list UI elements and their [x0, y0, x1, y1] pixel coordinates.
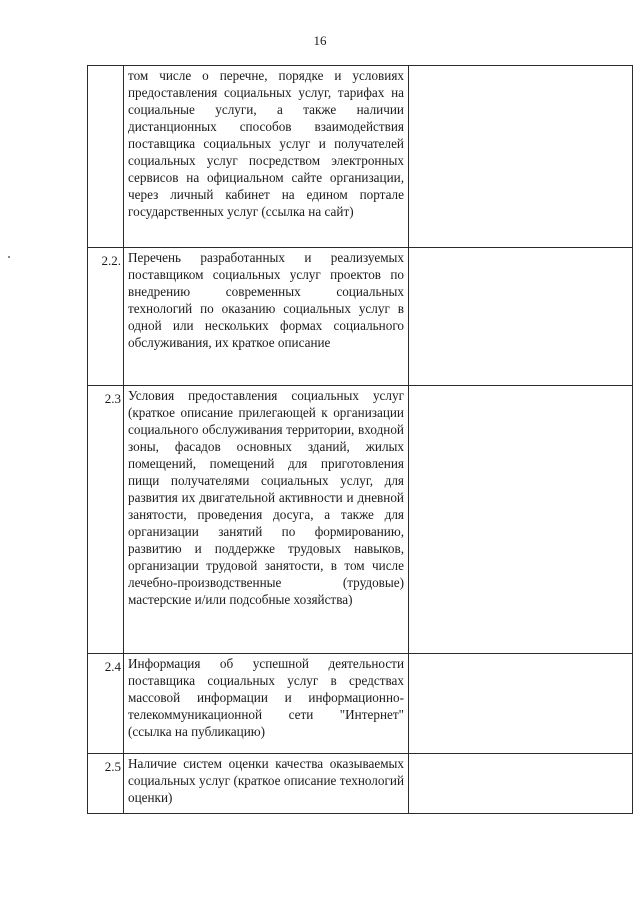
- table-row: [88, 754, 633, 814]
- row-value: [409, 248, 633, 386]
- table-row: [88, 248, 633, 386]
- table-row: [88, 654, 633, 754]
- row-number: 2.5: [88, 754, 124, 814]
- table-row: [88, 386, 633, 654]
- document-table: [87, 65, 633, 814]
- row-description: Наличие систем оценки качества оказываемых социальных услуг (краткое описание технологий оценки): [124, 754, 409, 814]
- row-number: 2.3: [88, 386, 124, 654]
- row-number: [88, 66, 124, 248]
- row-value: [409, 66, 633, 248]
- scan-mark: [8, 256, 10, 258]
- row-number: 2.2.: [88, 248, 124, 386]
- row-description: Информация об успешной деятельности поставщика социальных услуг в средствах массовой информации и информационно-телекоммуникационной сети "Интернет" (ссылка на публикацию): [124, 654, 409, 754]
- table-row: [88, 66, 633, 248]
- row-number: 2.4: [88, 654, 124, 754]
- row-value: [409, 386, 633, 654]
- row-description: том числе о перечне, порядке и условиях предоставления социальных услуг, тарифах на социальные услуги, а также наличии дистанционных способов взаимодействия поставщика социальных услуг и получателей социальных услуг посредством электронных сервисов на официальном сайте организации, через личный кабинет на едином портале государственных услуг (ссылка на сайт): [124, 66, 409, 248]
- page-number: 16: [313, 33, 327, 48]
- row-description: Условия предоставления социальных услуг (краткое описание прилегающей к организации социального обслуживания территории, входной зоны, фасадов основных зданий, жилых помещений, помещений для приготовления пищи получателями социальных услуг, для развития их двигательной активности и дневной занятости, проведения досуга, а также для организации занятий по формированию, развитию и поддержке трудовых навыков, организации трудовой занятости, в том числе лечебно-производственные (трудовые) мастерские и/или подсобные хозяйства): [124, 386, 409, 654]
- row-value: [409, 754, 633, 814]
- row-value: [409, 654, 633, 754]
- row-description: Перечень разработанных и реализуемых поставщиком социальных услуг проектов по внедрению современных социальных технологий по оказанию социальных услуг в одной или нескольких формах социального обслуживания, их краткое описание: [124, 248, 409, 386]
